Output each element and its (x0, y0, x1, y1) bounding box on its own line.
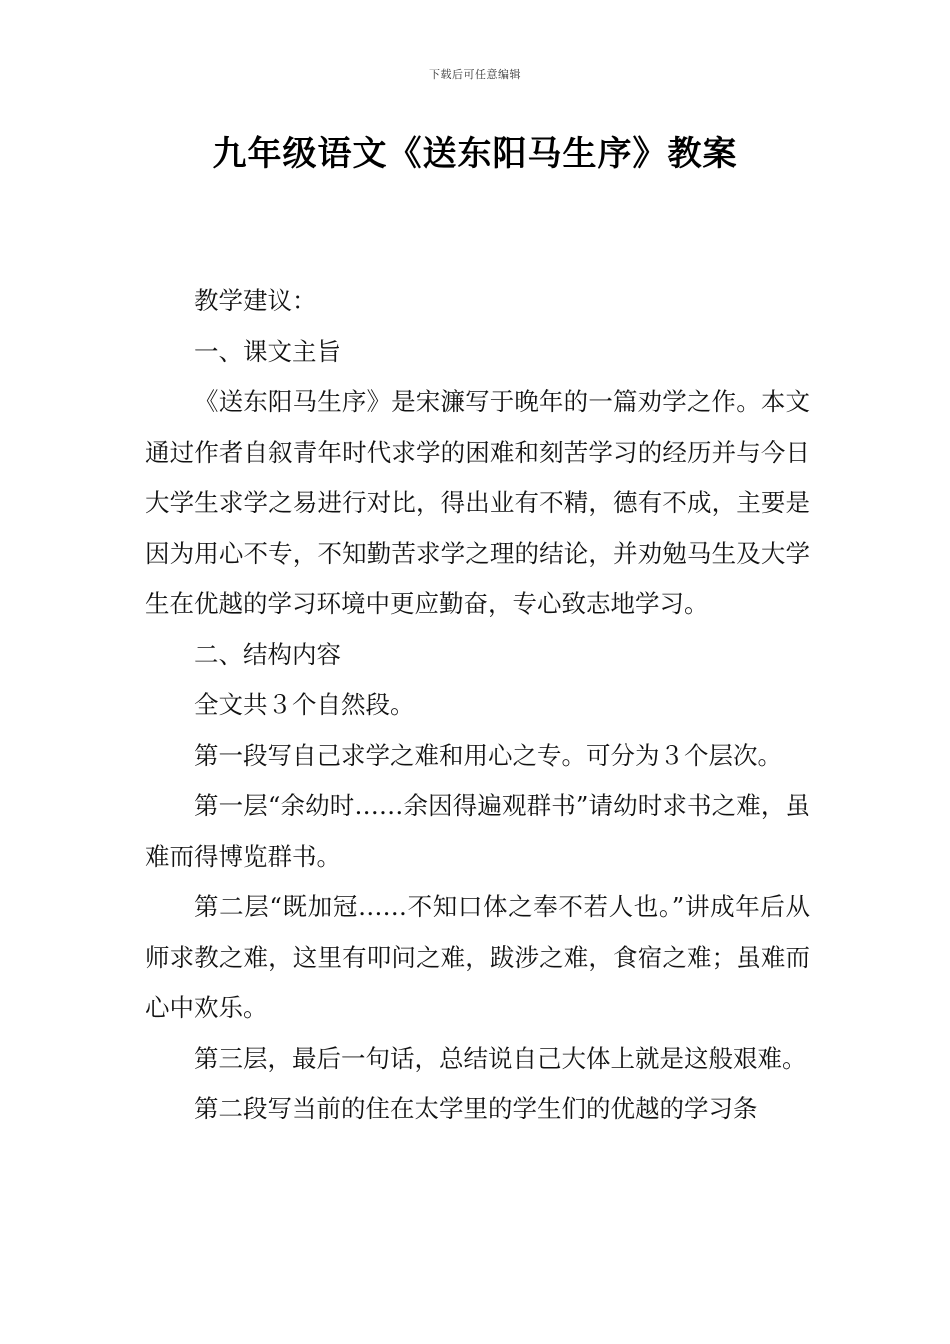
paragraph: 《送东阳马生序》是宋濂写于晚年的一篇劝学之作。本文通过作者自叙青年时代求学的困难和刻苦学习的经历并与今日大学生求学之易进行对比，得出业有不精，德有不成，主要是因为用心不专，不知勤苦求学之理的结论，并劝勉马生及大学生在优越的学习环境中更应勤奋，专心致志地学习。 (145, 387, 810, 618)
paragraph: 第二层“既加冠……不知口体之奉不若人也。”讲成年后从师求教之难，这里有叩问之难，跋涉之难，食宿之难；虽难而心中欢乐。 (145, 892, 810, 1022)
header-note: 下载后可任意编辑 (429, 68, 521, 81)
document-body (145, 276, 810, 1135)
paragraph: 第一层“余幼时……余因得遍观群书”请幼时求书之难，虽难而得博览群书。 (145, 791, 810, 871)
paragraph: 第二段写当前的住在太学里的学生们的优越的学习条 (194, 1094, 758, 1123)
paragraph: 全文共３个自然段。 (194, 690, 415, 719)
paragraph: 第一段写自己求学之难和用心之专。可分为３个层次。 (194, 740, 782, 770)
paragraph: 第三层，最后一句话，总结说自己大体上就是这般艰难。 (194, 1043, 807, 1073)
paragraph: 教学建议： (194, 286, 317, 315)
section-heading: 二、结构内容 (194, 639, 341, 669)
document-title: 九年级语文《送东阳马生序》教案 (212, 134, 738, 174)
section-heading: 一、课文主旨 (194, 336, 341, 366)
